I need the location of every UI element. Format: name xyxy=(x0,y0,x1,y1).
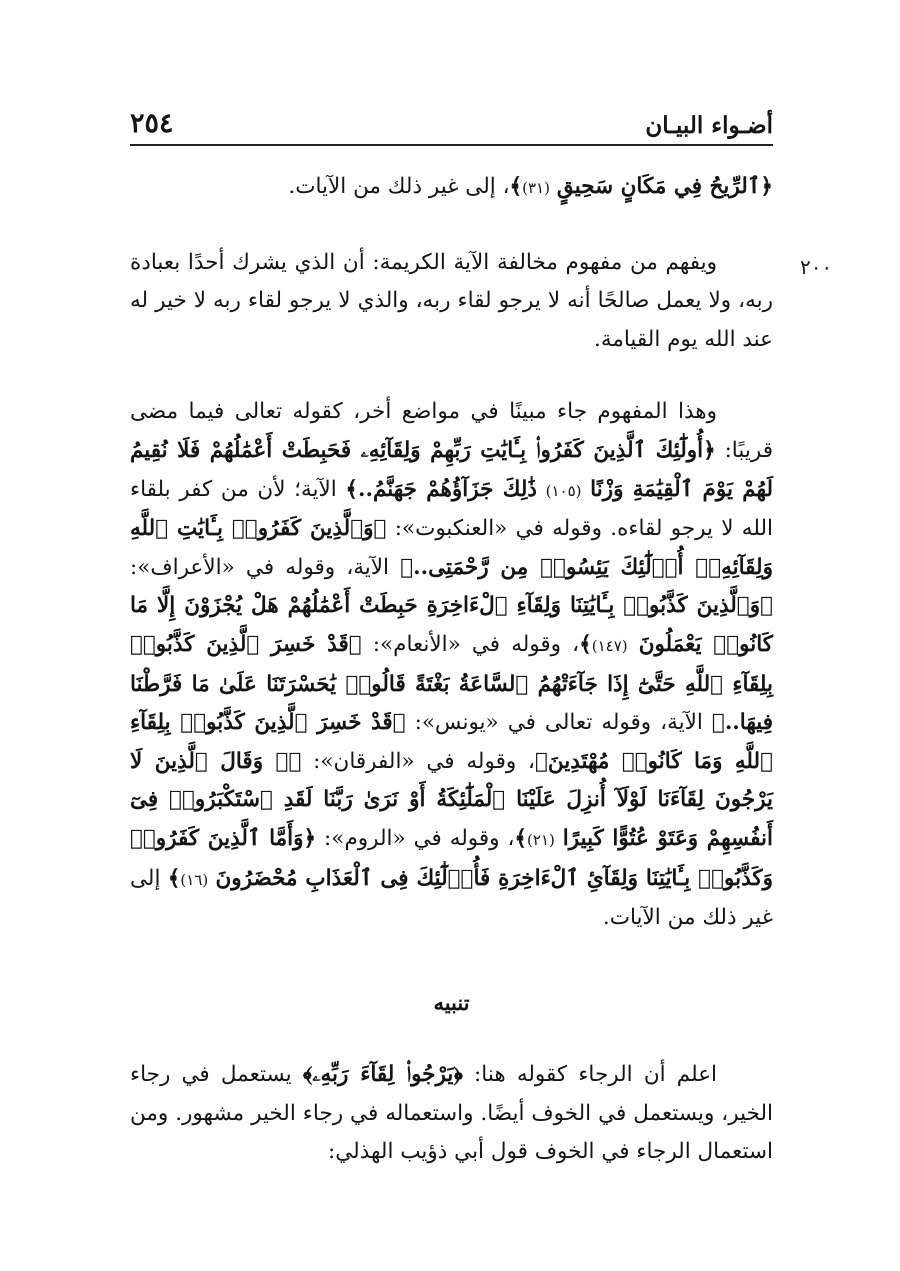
quran-verse: أُولَٰٓئِكَ ٱلَّذِينَ كَفَرُوا۟ بِـَٔايَٰتِ رَبِّهِمْ وَلِقَآئِهِۦ فَحَبِطَتْ أَعْمَٰلُهُمْ فَلَا نُقِيمُ لَهُمْ يَوْمَ ٱلْقِيَٰمَةِ وَزْنًا xyxy=(130,437,773,502)
quran-verse: وَٱلَّذِينَ كَفَرُوا۟ بِـَٔايَٰتِ ٱللَّهِ وَلِقَآئِهِۦٓ أُو۟لَٰٓئِكَ يَئِسُوا۟ مِن رَّحْمَتِى.. xyxy=(130,516,773,580)
quran-open-bracket: ﴿ xyxy=(392,710,406,736)
quran-close-bracket: ﴾ xyxy=(400,554,414,580)
paragraph-1 xyxy=(130,168,773,208)
ayah-number: (١٦) xyxy=(180,870,209,889)
quran-verse: يَرْجُوا۟ لِقَآءَ رَبِّهِۦ xyxy=(312,1062,454,1088)
quran-verse: قَدْ خَسِرَ ٱلَّذِينَ كَذَّبُوا۟ بِلِقَآءِ ٱللَّهِ وَمَا كَانُوا۟ مُهْتَدِينَ xyxy=(130,710,774,774)
quran-open-bracket: ﴿ xyxy=(288,748,302,774)
quran-verse: ۞ وَقَالَ ٱلَّذِينَ لَا يَرْجُونَ لِقَآءَنَا لَوْلَآ أُنزِلَ عَلَيْنَا ٱلْمَلَٰٓئِكَةُ أَوْ نَرَىٰ رَبَّنَا لَقَدِ ٱسْتَكْبَرُوا۟ فِىٓ أَنفُسِهِمْ وَعَتَوْ عُتُوًّا كَبِيرًا xyxy=(130,748,773,851)
quran-open-bracket: ﴿ xyxy=(348,631,362,657)
quran-verse: قَدْ خَسِرَ ٱلَّذِينَ كَذَّبُوا۟ بِلِقَآءِ ٱللَّهِ حَتَّىٰٓ إِذَا جَآءَتْهُمُ ٱلسَّاعَةُ بَغْتَةً قَالُوا۟ يَٰحَسْرَتَنَا عَلَىٰ مَا فَرَّطْنَا فِيهَا.. xyxy=(130,631,774,736)
body-text-run: وهذا المفهوم جاء مبينًا في مواضع أخر، كقوله تعالى فيما مضى قريبًا: xyxy=(130,399,773,463)
quran-open-bracket: ﴿ xyxy=(760,174,773,199)
body-text-run: ، وقوله في «الفرقان»: xyxy=(313,748,535,774)
ayah-number: (١٠٥) xyxy=(545,481,582,500)
body-text-run: الآية؛ لأن من كفر بلقاء الله لا يرجو لقاءه. وقوله في «العنكبوت»: xyxy=(130,476,773,542)
body-text-run: ، وقوله في «الروم»: xyxy=(324,825,515,851)
body-text-run: يستعمل في رجاء الخير، ويستعمل في الخوف أيضًا. واستعماله في رجاء الخير مشهور. ومن استعمال الرجاء في الخوف قول أبي ذؤيب الهذلي: xyxy=(130,1062,773,1165)
body-text-run: ، إلى غير ذلك من الآيات. xyxy=(288,174,510,199)
paragraph-4 xyxy=(130,1056,773,1172)
body-text-run: إلى غير ذلك من الآيات. xyxy=(130,865,773,931)
section-heading: تنبيه xyxy=(433,989,470,1015)
body-text-run: الآية، وقوله في «الأعراف»: xyxy=(130,554,390,580)
quran-close-bracket: ﴾ xyxy=(579,631,592,657)
quran-verse: وَٱلَّذِينَ كَذَّبُوا۟ بِـَٔايَٰتِنَا وَلِقَآءِ ٱلْءَاخِرَةِ حَبِطَتْ أَعْمَٰلُهُمْ هَلْ يُجْزَوْنَ إِلَّا مَا كَانُوا۟ يَعْمَلُونَ xyxy=(130,593,773,657)
body-text-run: ويفهم من مفهوم مخالفة الآية الكريمة: أن الذي يشرك أحدًا بعبادة ربه، ولا يعمل صالحًا أنه لا يرجو لقاء ربه، والذي لا يرجو لقاء ربه لا خير له عند الله يوم القيامة. xyxy=(130,249,773,352)
page-number: ٢٥٤ xyxy=(130,108,174,139)
quran-close-bracket: ﴾ xyxy=(302,1062,313,1088)
quran-verse: ٱلرِّيحُ فِي مَكَانٍ سَحِيقٍ xyxy=(556,174,761,199)
ayah-number: (١٤٧) xyxy=(591,636,628,655)
quran-close-bracket: ﴾ xyxy=(167,865,181,891)
body-text-run: الآية، وقوله تعالى في «يونس»: xyxy=(414,710,703,736)
quran-open-bracket: ﴿ xyxy=(453,1062,463,1088)
body-text-run: اعلم أن الرجاء كقوله هنا: xyxy=(474,1062,717,1088)
ayah-number: (٣١) xyxy=(522,179,550,197)
paragraph-3 xyxy=(130,393,773,937)
running-title: أضـواء البيـان xyxy=(645,112,773,139)
quran-close-bracket: ﴾ xyxy=(509,174,523,199)
quran-open-bracket: ﴿ xyxy=(373,516,387,542)
quran-verse: ذَٰلِكَ جَزَآؤُهُمْ جَهَنَّمُ.. xyxy=(357,476,537,502)
quran-close-bracket: ﴾ xyxy=(534,748,548,774)
margin-note: ٢٠٠ xyxy=(800,255,833,279)
quran-close-bracket: ﴾ xyxy=(711,710,725,736)
body-text-run: ، وقوله في «الأنعام»: xyxy=(372,631,580,657)
quran-open-bracket: ﴿ xyxy=(703,437,716,463)
ayah-number: (٢١) xyxy=(527,830,555,849)
quran-close-bracket: ﴾ xyxy=(514,825,528,851)
quran-open-bracket: ﴿ xyxy=(303,825,317,851)
page-body xyxy=(130,168,773,1172)
paragraph-2 xyxy=(130,244,773,360)
quran-close-bracket: ﴾ xyxy=(345,476,358,502)
quran-verse: وَأَمَّا ٱلَّذِينَ كَفَرُوا۟ وَكَذَّبُوا۟ بِـَٔايَٰتِنَا وَلِقَآئِ ٱلْءَاخِرَةِ فَأُو۟لَٰٓئِكَ فِى ٱلْعَذَابِ مُحْضَرُونَ xyxy=(130,825,773,891)
page-header xyxy=(130,104,773,146)
quran-open-bracket: ﴿ xyxy=(760,593,773,619)
